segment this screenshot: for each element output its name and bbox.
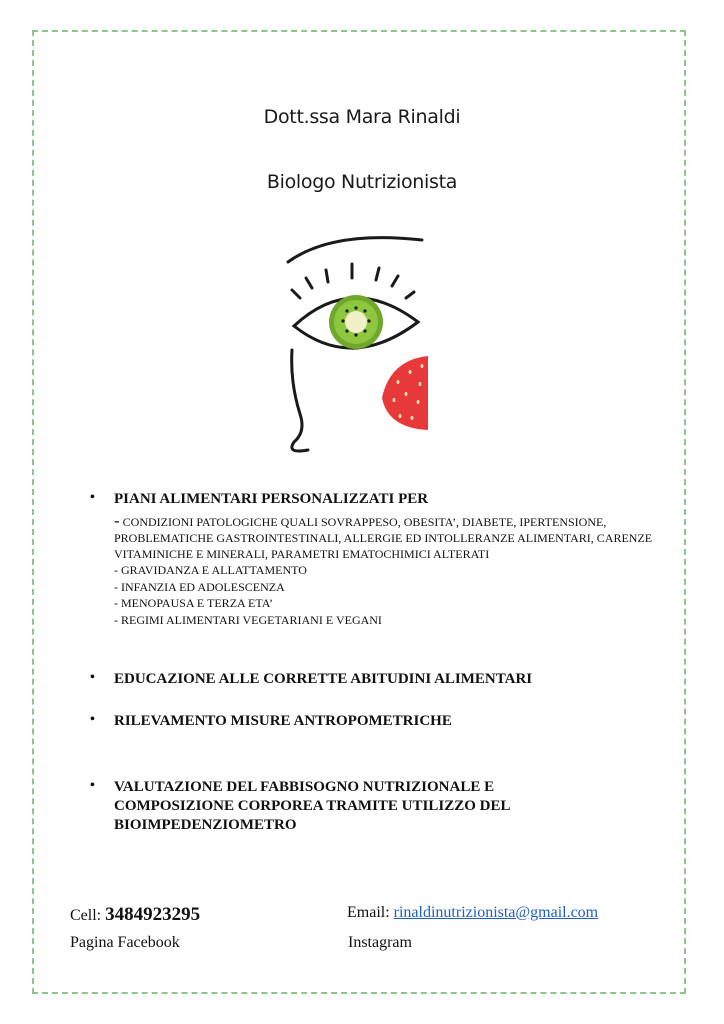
cell-number: 3484923295 [105,904,201,925]
service-title-measurements: RILEVAMENTO MISURE ANTROPOMETRICHE [114,713,452,729]
dash-symbol: - [114,511,120,530]
email-contact [347,904,598,922]
bullet-icon: • [90,778,95,793]
detail-childhood: - INFANZIA ED ADOLESCENZA [114,579,285,594]
email-link[interactable]: rinaldinutrizionista@gmail.com [393,904,599,921]
detail-pregnancy: - GRAVIDANZA E ALLATTAMENTO [114,563,307,577]
detail-pathologies-text: CONDIZIONI PATOLOGICHE QUALI SOVRAPPESO, OBESITA’, DIABETE, IPERTENSIONE, PROBLEMATICHE GASTROINTESTINALI, ALLERGIE ED INTOLLERANZE ALIMENTARI, CARENZE VITAMINICHE E MINERALI, PARAMETRI EMATOCHIMICI ALTERATI [114,515,653,561]
detail-menopause: - MENOPAUSA E TERZA ETA’ [114,596,274,610]
instagram-label: Instagram [348,934,412,951]
detail-pathologies [114,513,674,562]
service-title-evaluation: VALUTAZIONE DEL FABBISOGNO NUTRIZIONALE E COMPOSIZIONE CORPOREA TRAMITE UTILIZZO DEL BIOIMPEDENZIOMETRO [114,779,510,833]
detail-vegetarian: - REGIMI ALIMENTARI VEGETARIANI E VEGANI [114,612,382,627]
doctor-name: Dott.ssa Mara Rinaldi [263,106,461,128]
bullet-icon: • [90,712,95,727]
email-label: Email: [347,904,394,921]
bullet-icon: • [90,670,95,685]
service-details [114,513,674,628]
bullet-icon: • [90,490,95,505]
cell-contact [70,904,200,926]
cell-label: Cell: [70,907,106,924]
profession-title: Biologo Nutrizionista [266,171,458,193]
facebook-page-label: Pagina Facebook [70,934,180,951]
service-title-education: EDUCAZIONE ALLE CORRETTE ABITUDINI ALIMENTARI [114,671,533,687]
service-title-personalized-plans: PIANI ALIMENTARI PERSONALIZZATI PER [114,491,429,507]
